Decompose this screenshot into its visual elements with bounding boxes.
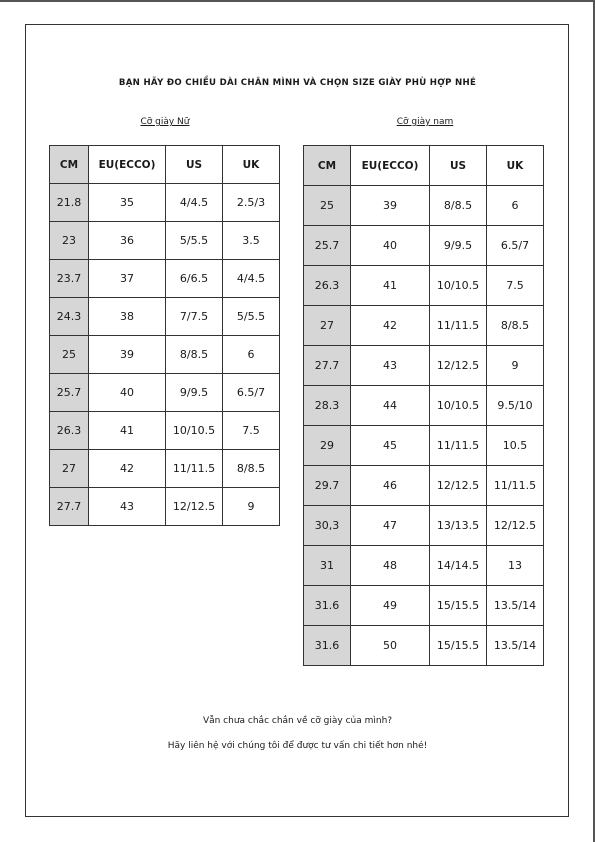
table-row <box>304 226 544 266</box>
size-cell: 36 <box>89 222 166 260</box>
size-cell: 10/10.5 <box>430 266 487 306</box>
page-title: BẠN HÃY ĐO CHIỀU DÀI CHÂN MÌNH VÀ CHỌN SIZE GIÀY PHÙ HỢP NHÉ <box>118 78 477 88</box>
men-table-label: Cỡ giày nam <box>396 117 454 127</box>
size-cell: 42 <box>89 450 166 488</box>
cm-cell: 23.7 <box>50 260 89 298</box>
header-row <box>304 146 544 186</box>
column-header: EU(ECCO) <box>351 146 430 186</box>
header-row <box>50 146 280 184</box>
size-cell: 10/10.5 <box>166 412 223 450</box>
table-row <box>50 488 280 526</box>
cm-cell: 30,3 <box>304 506 351 546</box>
size-cell: 13/13.5 <box>430 506 487 546</box>
cm-cell: 25.7 <box>50 374 89 412</box>
cm-cell: 31.6 <box>304 626 351 666</box>
size-cell: 47 <box>351 506 430 546</box>
table-row <box>304 586 544 626</box>
size-cell: 4/4.5 <box>166 184 223 222</box>
column-header: UK <box>223 146 280 184</box>
footer-contact: Hãy liên hệ với chúng tôi để được tư vấn chi tiết hơn nhé! <box>167 741 428 751</box>
column-header: UK <box>487 146 544 186</box>
cm-cell: 25 <box>50 336 89 374</box>
size-cell: 45 <box>351 426 430 466</box>
size-cell: 49 <box>351 586 430 626</box>
size-cell: 10.5 <box>487 426 544 466</box>
size-cell: 43 <box>89 488 166 526</box>
size-cell: 13 <box>487 546 544 586</box>
table-row <box>50 412 280 450</box>
size-cell: 40 <box>89 374 166 412</box>
size-cell: 9/9.5 <box>430 226 487 266</box>
women-size-table <box>49 145 280 526</box>
men-size-table <box>303 145 544 666</box>
cm-cell: 27 <box>304 306 351 346</box>
cm-cell: 27 <box>50 450 89 488</box>
table-row <box>50 450 280 488</box>
women-table-label: Cỡ giày Nữ <box>140 117 190 127</box>
size-cell: 6 <box>223 336 280 374</box>
size-cell: 7.5 <box>487 266 544 306</box>
table-row <box>50 374 280 412</box>
cm-cell: 25 <box>304 186 351 226</box>
size-cell: 13.5/14 <box>487 626 544 666</box>
cm-cell: 28.3 <box>304 386 351 426</box>
cm-cell: 27.7 <box>50 488 89 526</box>
cm-cell: 26.3 <box>304 266 351 306</box>
column-header: US <box>166 146 223 184</box>
size-cell: 8/8.5 <box>223 450 280 488</box>
table-row <box>304 186 544 226</box>
footer-question: Vẫn chưa chắc chắn về cỡ giày của mình? <box>202 716 393 726</box>
size-cell: 8/8.5 <box>166 336 223 374</box>
size-cell: 15/15.5 <box>430 586 487 626</box>
table-row <box>304 426 544 466</box>
size-cell: 6.5/7 <box>223 374 280 412</box>
size-cell: 6.5/7 <box>487 226 544 266</box>
cm-cell: 29 <box>304 426 351 466</box>
size-cell: 8/8.5 <box>487 306 544 346</box>
size-cell: 11/11.5 <box>430 426 487 466</box>
size-cell: 46 <box>351 466 430 506</box>
size-cell: 7.5 <box>223 412 280 450</box>
cm-cell: 21.8 <box>50 184 89 222</box>
table-row <box>50 336 280 374</box>
page-edge-top <box>0 0 595 2</box>
cm-cell: 27.7 <box>304 346 351 386</box>
size-cell: 11/11.5 <box>487 466 544 506</box>
size-cell: 15/15.5 <box>430 626 487 666</box>
cm-cell: 29.7 <box>304 466 351 506</box>
table-row <box>304 626 544 666</box>
cm-cell: 31.6 <box>304 586 351 626</box>
column-header: EU(ECCO) <box>89 146 166 184</box>
size-cell: 5/5.5 <box>166 222 223 260</box>
size-cell: 6/6.5 <box>166 260 223 298</box>
size-cell: 9 <box>223 488 280 526</box>
size-cell: 44 <box>351 386 430 426</box>
column-header: US <box>430 146 487 186</box>
size-cell: 9/9.5 <box>166 374 223 412</box>
size-cell: 41 <box>89 412 166 450</box>
size-cell: 10/10.5 <box>430 386 487 426</box>
size-cell: 3.5 <box>223 222 280 260</box>
size-cell: 12/12.5 <box>430 466 487 506</box>
column-header: CM <box>304 146 351 186</box>
table-row <box>50 222 280 260</box>
size-cell: 14/14.5 <box>430 546 487 586</box>
cm-cell: 23 <box>50 222 89 260</box>
table-row <box>304 346 544 386</box>
column-header: CM <box>50 146 89 184</box>
size-cell: 41 <box>351 266 430 306</box>
size-cell: 39 <box>351 186 430 226</box>
size-cell: 4/4.5 <box>223 260 280 298</box>
table-row <box>304 386 544 426</box>
size-cell: 39 <box>89 336 166 374</box>
size-cell: 2.5/3 <box>223 184 280 222</box>
size-cell: 48 <box>351 546 430 586</box>
size-cell: 11/11.5 <box>166 450 223 488</box>
size-cell: 9.5/10 <box>487 386 544 426</box>
table-row <box>304 466 544 506</box>
size-cell: 40 <box>351 226 430 266</box>
size-cell: 35 <box>89 184 166 222</box>
table-row <box>304 306 544 346</box>
size-cell: 6 <box>487 186 544 226</box>
table-row <box>304 266 544 306</box>
table-row <box>50 184 280 222</box>
size-cell: 13.5/14 <box>487 586 544 626</box>
table-row <box>50 298 280 336</box>
table-row <box>304 546 544 586</box>
cm-cell: 26.3 <box>50 412 89 450</box>
cm-cell: 31 <box>304 546 351 586</box>
size-cell: 8/8.5 <box>430 186 487 226</box>
size-cell: 12/12.5 <box>430 346 487 386</box>
size-cell: 37 <box>89 260 166 298</box>
size-cell: 43 <box>351 346 430 386</box>
size-cell: 42 <box>351 306 430 346</box>
size-cell: 5/5.5 <box>223 298 280 336</box>
size-cell: 50 <box>351 626 430 666</box>
cm-cell: 24.3 <box>50 298 89 336</box>
size-cell: 38 <box>89 298 166 336</box>
size-cell: 7/7.5 <box>166 298 223 336</box>
size-cell: 12/12.5 <box>166 488 223 526</box>
cm-cell: 25.7 <box>304 226 351 266</box>
size-cell: 9 <box>487 346 544 386</box>
size-cell: 11/11.5 <box>430 306 487 346</box>
table-row <box>304 506 544 546</box>
size-cell: 12/12.5 <box>487 506 544 546</box>
table-row <box>50 260 280 298</box>
